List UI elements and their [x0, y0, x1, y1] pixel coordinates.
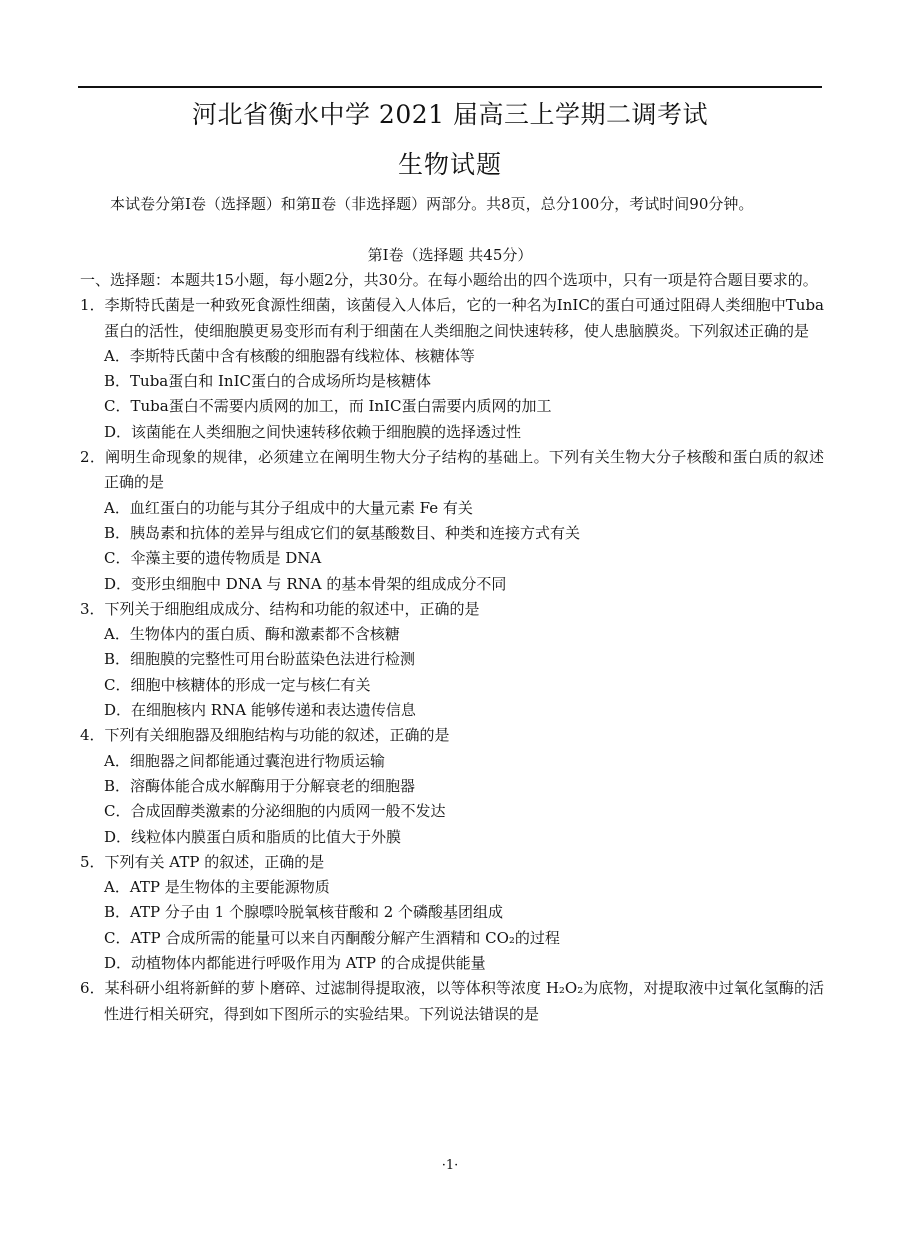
- header-rule: [78, 86, 822, 88]
- exam-intro: 本试卷分第Ⅰ卷（选择题）和第Ⅱ卷（非选择题）两部分。共8页，总分100分，考试时间90分钟。: [110, 195, 754, 213]
- option-d: D．动植物体内都能进行呼吸作用为 ATP 的合成提供能量: [104, 954, 486, 973]
- question-6: [80, 976, 824, 1027]
- part-instructions: 一、选择题：本题共15小题，每小题2分，共30分。在每小题给出的四个选项中，只有一项是符合题目要求的。: [80, 271, 818, 289]
- option-a: A．细胞器之间都能通过囊泡进行物质运输: [104, 751, 385, 770]
- option-d: D．线粒体内膜蛋白质和脂质的比值大于外膜: [104, 827, 402, 846]
- option-c: C．细胞中核糖体的形成一定与核仁有关: [104, 675, 371, 694]
- question-4: [80, 723, 824, 849]
- option-a: A．ATP 是生物体的主要能源物质: [104, 878, 330, 897]
- question-stem: 3．下列关于细胞组成成分、结构和功能的叙述中，正确的是: [80, 599, 480, 618]
- option-c: C．Tuba蛋白不需要内质网的加工，而 InIC蛋白需要内质网的加工: [104, 397, 552, 416]
- questions-content: [80, 268, 824, 1027]
- option-a: A．李斯特氏菌中含有核酸的细胞器有线粒体、核糖体等: [104, 346, 475, 365]
- option-b: B．Tuba蛋白和 InIC蛋白的合成场所均是核糖体: [104, 372, 431, 391]
- question-stem: 5．下列有关 ATP 的叙述，正确的是: [80, 852, 325, 871]
- option-c: C．ATP 合成所需的能量可以来自丙酮酸分解产生酒精和 CO₂的过程: [104, 928, 560, 947]
- question-stem: 6．某科研小组将新鲜的萝卜磨碎、过滤制得提取液，以等体积等浓度 H₂O₂为底物，对提取液中过氧化氢酶的活性进行相关研究，得到如下图所示的实验结果。下列说法错误的是: [80, 979, 824, 1023]
- option-c: C．伞藻主要的遗传物质是 DNA: [104, 549, 322, 568]
- option-b: B．ATP 分子由 1 个腺嘌呤脱氧核苷酸和 2 个磷酸基团组成: [104, 903, 504, 922]
- question-5: [80, 850, 824, 976]
- question-3: [80, 597, 824, 723]
- option-d: D．变形虫细胞中 DNA 与 RNA 的基本骨架的组成成分不同: [104, 574, 507, 593]
- page-number: ·1·: [441, 1158, 459, 1173]
- option-b: B．细胞膜的完整性可用台盼蓝染色法进行检测: [104, 650, 416, 669]
- option-a: A．生物体内的蛋白质、酶和激素都不含核糖: [104, 625, 400, 644]
- question-stem: 4．下列有关细胞器及细胞结构与功能的叙述，正确的是: [80, 726, 450, 745]
- question-stem: 2．阐明生命现象的规律，必须建立在阐明生物大分子结构的基础上。下列有关生物大分子核酸和蛋白质的叙述正确的是: [80, 448, 824, 492]
- section-title: 第Ⅰ卷（选择题 共45分）: [367, 246, 533, 264]
- option-c: C．合成固醇类激素的分泌细胞的内质网一般不发达: [104, 802, 446, 821]
- exam-subtitle: 生物试题: [397, 150, 502, 179]
- option-b: B．胰岛素和抗体的差异与组成它们的氨基酸数目、种类和连接方式有关: [104, 523, 581, 542]
- option-d: D．该菌能在人类细胞之间快速转移依赖于细胞膜的选择透过性: [104, 422, 522, 441]
- exam-title: 河北省衡水中学 2021 届高三上学期二调考试: [191, 100, 709, 129]
- question-1: [80, 293, 824, 445]
- option-b: B．溶酶体能合成水解酶用于分解衰老的细胞器: [104, 776, 416, 795]
- question-2: [80, 445, 824, 597]
- option-a: A．血红蛋白的功能与其分子组成中的大量元素 Fe 有关: [104, 498, 473, 517]
- question-stem: 1．李斯特氏菌是一种致死食源性细菌，该菌侵入人体后，它的一种名为InIC的蛋白可通过阻碍人类细胞中Tuba蛋白的活性，使细胞膜更易变形而有利于细菌在人类细胞之间快速转移，使人患脑膜炎。下列叙述正确的是: [80, 296, 824, 340]
- option-d: D．在细胞核内 RNA 能够传递和表达遗传信息: [104, 701, 416, 720]
